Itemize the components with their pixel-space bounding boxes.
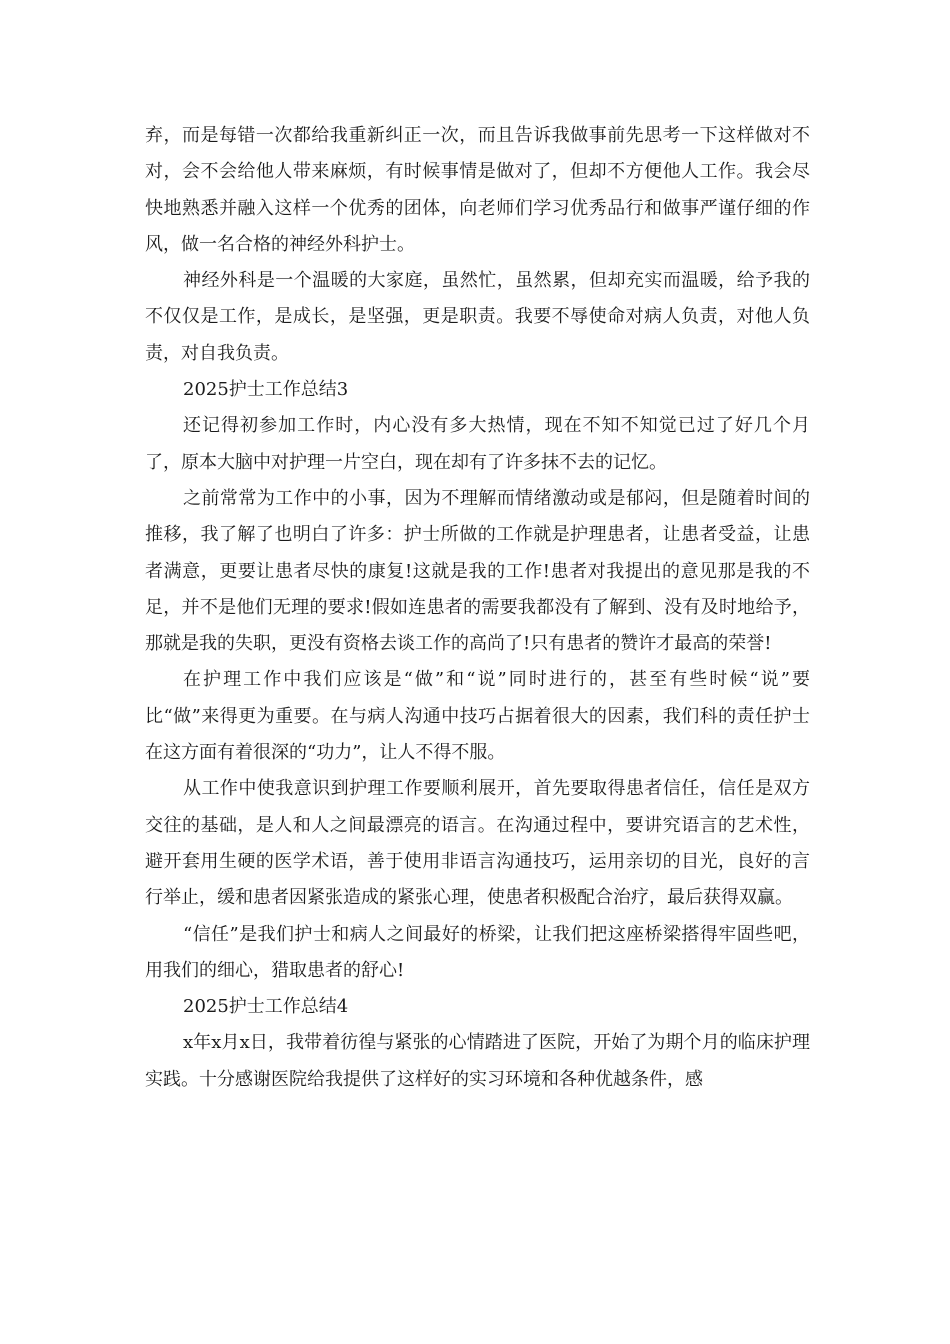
section-heading-summary-3: 2025护士工作总结3 — [183, 379, 349, 401]
paragraph-first-work: 还记得初参加工作时，内心没有多大热情，现在不知不知觉已过了好几个月了，原本大脑中对护理一片空白，现在却有了许多抹不去的记忆。 — [145, 415, 810, 473]
paragraph-neurosurgery-family: 神经外科是一个温暖的大家庭，虽然忙，虽然累，但却充实而温暖，给予我的不仅仅是工作，是成长，是坚强，更是职责。我要不辱使命对病人负责，对他人负责，对自我负责。 — [145, 270, 810, 364]
paragraph-communication: 在护理工作中我们应该是“做”和“说”同时进行的，甚至有些时候“说”要比“做”来得更为重要。在与病人沟通中技巧占据着很大的因素，我们科的责任护士在这方面有着很深的“功力”，让人不得不服。 — [145, 669, 810, 764]
paragraph-understanding: 之前常常为工作中的小事，因为不理解而情绪激动或是郁闷，但是随着时间的推移，我了解了也明白了许多：护士所做的工作就是护理患者，让患者受益，让患者满意，更要让患者尽快的康复!这就是我的工作!患者对我提出的意见那是我的不足，并不是他们无理的要求!假如连患者的需要我都没有了解到、没有及时地给予，那就是我的失职，更没有资格去谈工作的高尚了!只有患者的赞许才最高的荣誉! — [145, 487, 810, 655]
paragraph-trust-basis: 从工作中使我意识到护理工作要顺利展开，首先要取得患者信任，信任是双方交往的基础，是人和人之间最漂亮的语言。在沟通过程中，要讲究语言的艺术性，避开套用生硬的医学术语，善于使用非语言沟通技巧，运用亲切的目光，良好的言行举止，缓和患者因紧张造成的紧张心理，使患者积极配合治疗，最后获得双赢。 — [145, 778, 810, 909]
section-heading-summary-4: 2025护士工作总结4 — [183, 996, 349, 1018]
paragraph-continuation: 弃，而是每错一次都给我重新纠正一次，而且告诉我做事前先思考一下这样做对不对，会不会给他人带来麻烦，有时候事情是做对了，但却不方便他人工作。我会尽快地熟悉并融入这样一个优秀的团体，向老师们学习优秀品行和做事严谨仔细的作风，做一名合格的神经外科护士。 — [145, 125, 810, 255]
paragraph-internship-start: x年x月x日，我带着彷徨与紧张的心情踏进了医院，开始了为期个月的临床护理实践。十分感谢医院给我提供了这样好的实习环境和各种优越条件，感 — [145, 1032, 810, 1090]
document-body — [145, 118, 810, 1098]
paragraph-trust-bridge: “信任”是我们护士和病人之间最好的桥梁，让我们把这座桥梁搭得牢固些吧，用我们的细心，猎取患者的舒心! — [145, 923, 810, 981]
